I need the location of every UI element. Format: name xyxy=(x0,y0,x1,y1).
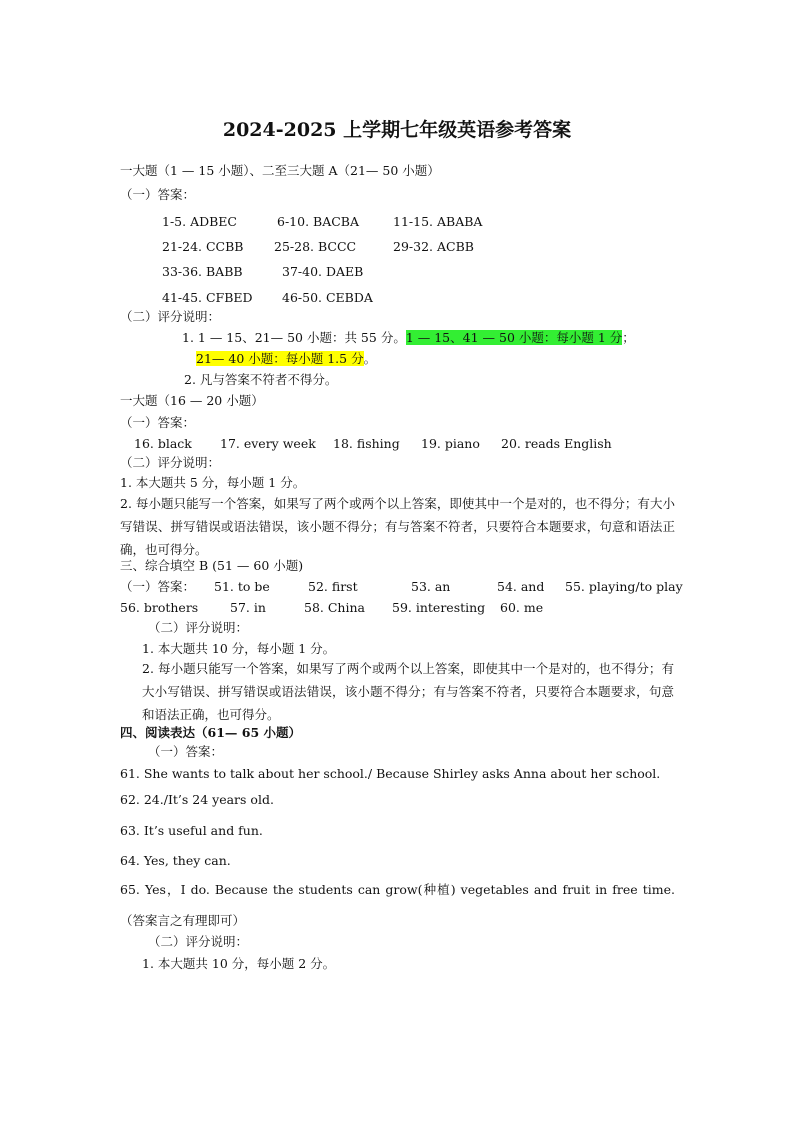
answer-group: 46-50. CEBDA xyxy=(282,290,373,305)
section-4-scoring-label: （二）评分说明： xyxy=(148,934,249,949)
answer-item: 60. me xyxy=(500,600,544,615)
scoring-note-1-cont xyxy=(196,351,376,367)
section-4-answers-label: （一）答案： xyxy=(148,744,224,759)
answer-item: 58. China xyxy=(304,600,365,615)
answer-group: 1-5. ADBEC xyxy=(162,214,237,229)
answer-item: 18. fishing xyxy=(333,436,400,451)
answer-item: 17. every week xyxy=(220,436,316,451)
answer-item: 19. piano xyxy=(421,436,480,451)
section-3-note-1: 1. 本大题共 10 分，每小题 1 分。 xyxy=(142,641,336,656)
section-3-note-2: 2. 每小题只能写一个答案，如果写了两个或两个以上答案，即使其中一个是对的，也不得分；有大小写错误、拼写错误或语法错误，该小题不得分；有与答案不符者，只要符合本题要求，句意和语法正确，也可得分。 xyxy=(142,661,674,722)
answer-65: 65. Yes，I do. Because the students can grow(种植) vegetables and fruit in free time.（答案言之有理即可） xyxy=(120,882,675,928)
answer-item: 51. to be xyxy=(214,579,270,594)
section-1-scoring-label: （二）评分说明： xyxy=(120,309,221,324)
section-4-heading: 四、阅读表达（61— 65 小题） xyxy=(120,725,301,740)
answer-item: 52. first xyxy=(308,579,358,594)
scoring-note-1 xyxy=(182,330,635,346)
answer-item: 59. interesting xyxy=(392,600,486,615)
section-2-heading: 一大题（16 — 20 小题） xyxy=(120,393,264,408)
answer-group: 29-32. ACBB xyxy=(393,239,474,254)
answer-group: 21-24. CCBB xyxy=(162,239,244,254)
answer-group: 37-40. DAEB xyxy=(282,264,364,279)
answer-64: 64. Yes, they can. xyxy=(120,853,231,868)
scoring-note-2: 2. 凡与答案不符者不得分。 xyxy=(184,372,338,387)
answer-62: 62. 24./It’s 24 years old. xyxy=(120,792,274,807)
section-2-answers-label: （一）答案： xyxy=(120,415,196,430)
section-2-scoring-label: （二）评分说明： xyxy=(120,455,221,470)
answer-item: 53. an xyxy=(411,579,451,594)
answer-61: 61. She wants to talk about her school./ Because Shirley asks Anna about her school. xyxy=(120,766,661,781)
answer-group: 6-10. BACBA xyxy=(277,214,360,229)
section-3-heading: 三、综合填空 B (51 — 60 小题) xyxy=(120,558,304,573)
section-1-answers-label: （一）答案： xyxy=(120,187,196,202)
section-4-note-1: 1. 本大题共 10 分，每小题 2 分。 xyxy=(142,956,336,971)
page-title: 2024-2025 上学期七年级英语参考答案 xyxy=(222,119,572,141)
section-1-heading: 一大题（1 — 15 小题）、二至三大题 A（21— 50 小题） xyxy=(120,163,440,178)
answer-group: 33-36. BABB xyxy=(162,264,243,279)
answer-63: 63. It’s useful and fun. xyxy=(120,823,263,838)
answer-group: 25-28. BCCC xyxy=(274,239,357,254)
answer-item: 54. and xyxy=(497,579,545,594)
answer-group: 11-15. ABABA xyxy=(393,214,483,229)
highlight-green: 1 — 15、41 — 50 小题：每小题 1 分 xyxy=(405,330,623,345)
answer-item: 57. in xyxy=(230,600,266,615)
section-3-scoring-label: （二）评分说明： xyxy=(148,620,249,635)
answer-item: 56. brothers xyxy=(120,600,199,615)
highlight-yellow: 21— 40 小题：每小题 1.5 分 xyxy=(196,351,364,366)
section-3-answers-label: （一）答案： xyxy=(120,579,196,594)
section-2-note-1: 1. 本大题共 5 分，每小题 1 分。 xyxy=(120,475,306,490)
section-2-note-2: 2. 每小题只能写一个答案，如果写了两个或两个以上答案，即使其中一个是对的，也不得分；有大小写错误、拼写错误或语法错误，该小题不得分；有与答案不符者，只要符合本题要求，句意和语法正确，也可得分。 xyxy=(120,496,675,557)
scoring-note-1-tail: 。 xyxy=(363,351,377,366)
answer-item: 20. reads English xyxy=(501,436,612,451)
scoring-note-1-text: 1. 1 — 15、21— 50 小题：共 55 分。 xyxy=(182,330,406,345)
answer-item: 55. playing/to play xyxy=(565,579,683,594)
answer-group: 41-45. CFBED xyxy=(162,290,253,305)
scoring-note-1-end: ； xyxy=(622,330,635,345)
answer-item: 16. black xyxy=(134,436,192,451)
